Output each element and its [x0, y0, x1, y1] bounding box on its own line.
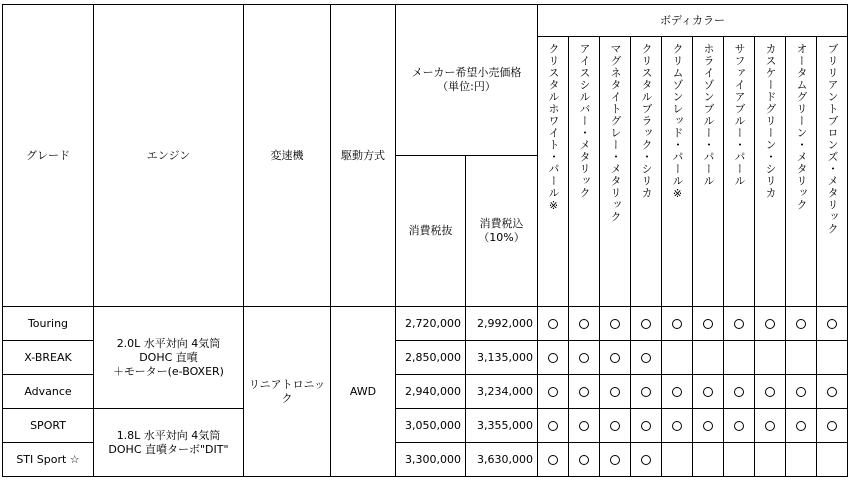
color-name: オータムグリーン・メタリック — [795, 43, 808, 211]
grade-cell: X-BREAK — [3, 341, 94, 375]
available-circle-icon — [641, 387, 651, 397]
body-color-header: ボディカラー — [538, 5, 848, 37]
available-circle-icon — [610, 421, 620, 431]
availability-cell — [569, 375, 600, 409]
availability-cell — [569, 443, 600, 477]
grade-header: グレード — [3, 5, 94, 307]
availability-cell — [724, 307, 755, 341]
available-circle-icon — [548, 455, 558, 465]
availability-cell — [662, 443, 693, 477]
color-name: クリスタルホワイト・パール※ — [547, 43, 560, 213]
price-incl-header-line1: 消費税込 — [479, 217, 524, 230]
engine-line: DOHC 直噴 — [139, 350, 198, 364]
available-circle-icon — [641, 353, 651, 363]
availability-cell — [817, 307, 848, 341]
transmission-cell: リニアトロニック — [244, 307, 331, 477]
available-circle-icon — [579, 455, 589, 465]
availability-cell — [755, 307, 786, 341]
availability-cell — [724, 375, 755, 409]
availability-cell — [724, 443, 755, 477]
availability-cell — [786, 375, 817, 409]
table-row — [3, 409, 848, 443]
available-circle-icon — [765, 387, 775, 397]
table-row — [3, 307, 848, 341]
availability-cell — [724, 341, 755, 375]
available-circle-icon — [610, 319, 620, 329]
availability-cell — [786, 341, 817, 375]
price-incl-cell: 3,135,000 — [466, 341, 538, 375]
availability-cell — [538, 409, 569, 443]
availability-cell — [600, 307, 631, 341]
price-excl-cell: 3,050,000 — [396, 409, 466, 443]
color-name: アイスシルバー・メタリック — [578, 43, 591, 199]
availability-cell — [600, 375, 631, 409]
availability-cell — [755, 409, 786, 443]
color-name: マグネタイトグレー・メタリック — [609, 43, 622, 223]
availability-cell — [631, 409, 662, 443]
price-incl-cell: 3,355,000 — [466, 409, 538, 443]
availability-cell — [817, 341, 848, 375]
availability-cell — [817, 375, 848, 409]
availability-cell — [755, 443, 786, 477]
availability-cell — [631, 307, 662, 341]
price-header — [396, 5, 538, 156]
availability-cell — [817, 409, 848, 443]
color-name: ブリリアントブロンズ・メタリック — [826, 43, 839, 235]
grade-cell: SPORT — [3, 409, 94, 443]
spec-table — [2, 4, 848, 477]
availability-cell — [569, 341, 600, 375]
engine-line: ＋モーター(e-BOXER) — [113, 364, 224, 378]
available-circle-icon — [796, 387, 806, 397]
color-header-2 — [600, 37, 631, 307]
availability-cell — [755, 375, 786, 409]
grade-cell: Advance — [3, 375, 94, 409]
availability-cell — [724, 409, 755, 443]
available-circle-icon — [641, 455, 651, 465]
price-incl-header — [466, 156, 538, 307]
engine-line: 1.8L 水平対向 4気筒 — [116, 428, 221, 442]
available-circle-icon — [548, 353, 558, 363]
engine-header: エンジン — [94, 5, 244, 307]
available-circle-icon — [579, 421, 589, 431]
available-circle-icon — [672, 319, 682, 329]
price-excl-header: 消費税抜 — [396, 156, 466, 307]
availability-cell — [538, 341, 569, 375]
availability-cell — [786, 443, 817, 477]
available-circle-icon — [796, 319, 806, 329]
availability-cell — [538, 443, 569, 477]
available-circle-icon — [827, 319, 837, 329]
availability-cell — [600, 341, 631, 375]
grade-cell: STI Sport ☆ — [3, 443, 94, 477]
available-circle-icon — [672, 387, 682, 397]
color-header-5 — [693, 37, 724, 307]
color-header-1 — [569, 37, 600, 307]
availability-cell — [631, 443, 662, 477]
price-header-line1: メーカー希望小売価格 — [411, 66, 522, 79]
availability-cell — [631, 341, 662, 375]
engine-cell — [94, 409, 244, 477]
color-name: クリムゾンレッド・パール※ — [671, 43, 684, 201]
available-circle-icon — [610, 387, 620, 397]
availability-cell — [693, 307, 724, 341]
color-header-3 — [631, 37, 662, 307]
engine-cell — [94, 307, 244, 409]
color-header-8 — [786, 37, 817, 307]
available-circle-icon — [579, 353, 589, 363]
available-circle-icon — [641, 421, 651, 431]
price-incl-cell: 2,992,000 — [466, 307, 538, 341]
color-header-4 — [662, 37, 693, 307]
grade-cell: Touring — [3, 307, 94, 341]
price-excl-cell: 2,720,000 — [396, 307, 466, 341]
available-circle-icon — [827, 387, 837, 397]
availability-cell — [569, 307, 600, 341]
available-circle-icon — [734, 387, 744, 397]
available-circle-icon — [703, 421, 713, 431]
available-circle-icon — [548, 421, 558, 431]
availability-cell — [538, 307, 569, 341]
available-circle-icon — [641, 319, 651, 329]
available-circle-icon — [703, 319, 713, 329]
available-circle-icon — [734, 319, 744, 329]
available-circle-icon — [610, 353, 620, 363]
available-circle-icon — [548, 387, 558, 397]
price-header-line2: （単位:円） — [437, 80, 496, 93]
available-circle-icon — [827, 421, 837, 431]
color-header-6 — [724, 37, 755, 307]
availability-cell — [662, 375, 693, 409]
availability-cell — [786, 409, 817, 443]
color-name: ホライゾンブルー・パール — [702, 43, 715, 187]
color-header-7 — [755, 37, 786, 307]
engine-line: 2.0L 水平対向 4気筒 — [116, 336, 221, 350]
color-header-9 — [817, 37, 848, 307]
drive-header: 駆動方式 — [331, 5, 396, 307]
availability-cell — [662, 341, 693, 375]
availability-cell — [600, 443, 631, 477]
color-header-0 — [538, 37, 569, 307]
transmission-header: 変速機 — [244, 5, 331, 307]
drive-cell: AWD — [331, 307, 396, 477]
availability-cell — [538, 375, 569, 409]
price-incl-cell: 3,630,000 — [466, 443, 538, 477]
available-circle-icon — [579, 387, 589, 397]
available-circle-icon — [796, 421, 806, 431]
availability-cell — [755, 341, 786, 375]
engine-line: DOHC 直噴ターボ"DIT" — [108, 442, 229, 456]
availability-cell — [693, 375, 724, 409]
availability-cell — [600, 409, 631, 443]
price-excl-cell: 2,940,000 — [396, 375, 466, 409]
price-excl-cell: 3,300,000 — [396, 443, 466, 477]
availability-cell — [662, 307, 693, 341]
color-name: サファイアブルー・パール — [733, 43, 746, 187]
price-incl-header-line2: （10%） — [478, 231, 525, 244]
price-incl-cell: 3,234,000 — [466, 375, 538, 409]
availability-cell — [817, 443, 848, 477]
availability-cell — [786, 307, 817, 341]
available-circle-icon — [765, 319, 775, 329]
available-circle-icon — [579, 319, 589, 329]
available-circle-icon — [703, 387, 713, 397]
available-circle-icon — [548, 319, 558, 329]
available-circle-icon — [734, 421, 744, 431]
availability-cell — [569, 409, 600, 443]
price-excl-cell: 2,850,000 — [396, 341, 466, 375]
availability-cell — [662, 409, 693, 443]
color-name: クリスタルブラック・シリカ — [640, 43, 653, 199]
availability-cell — [631, 375, 662, 409]
available-circle-icon — [765, 421, 775, 431]
color-name: カスケードグリーン・シリカ — [764, 43, 777, 199]
availability-cell — [693, 409, 724, 443]
availability-cell — [693, 341, 724, 375]
availability-cell — [693, 443, 724, 477]
available-circle-icon — [672, 421, 682, 431]
available-circle-icon — [610, 455, 620, 465]
